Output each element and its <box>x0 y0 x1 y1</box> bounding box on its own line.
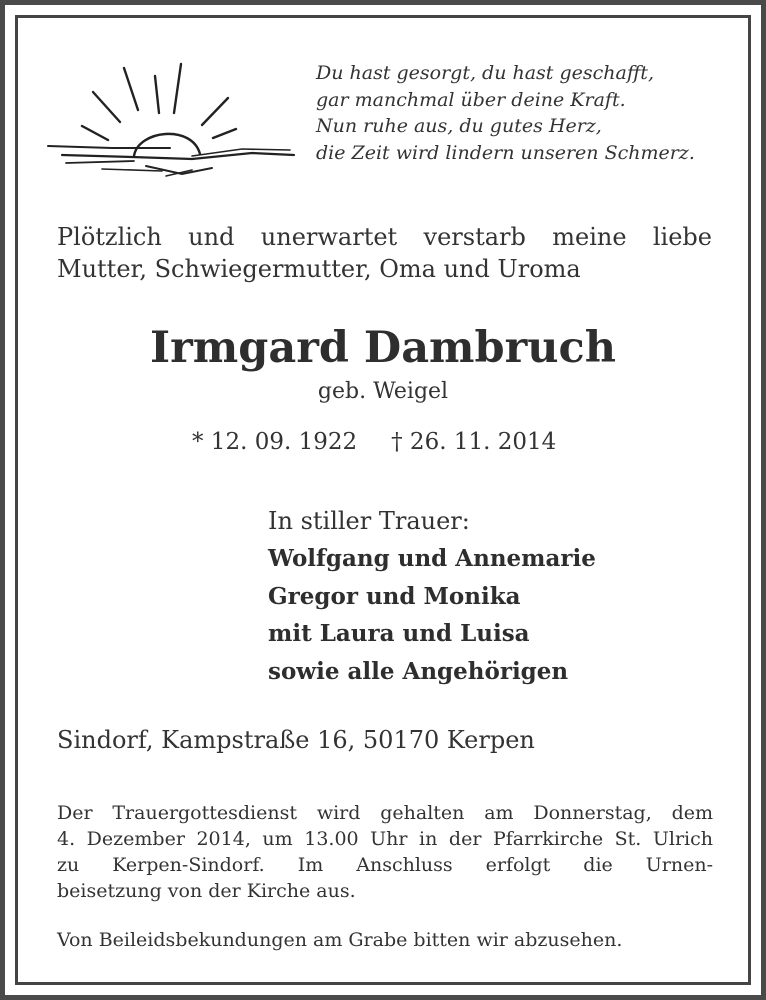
mourners-heading: In stiller Trauer: <box>268 507 470 535</box>
service-line: Der Trauergottesdienst wird gehalten am Donnerstag, dem <box>57 802 713 824</box>
service-info <box>57 800 713 904</box>
poem-line: Nun ruhe aus, du gutes Herz, <box>316 115 602 137</box>
birth-name: geb. Weigel <box>317 379 449 404</box>
intro-line: Plötzlich und unerwartet verstarb meine liebe <box>57 223 712 251</box>
closing-note: Von Beileidsbekundungen am Grabe bitten wir abzusehen. <box>57 929 623 951</box>
sunset-icon <box>42 58 302 188</box>
service-line: 4. Dezember 2014, um 13.00 Uhr in der Pfarrkirche St. Ulrich <box>57 828 713 850</box>
address: Sindorf, Kampstraße 16, 50170 Kerpen <box>57 726 535 754</box>
death-date: † 26. 11. 2014 <box>391 429 557 455</box>
mourner-line: Wolfgang und Annemarie <box>268 545 596 572</box>
poem-line: gar manchmal über deine Kraft. <box>316 88 626 111</box>
service-line: zu Kerpen-Sindorf. Im Anschluss erfolgt die Urnen- <box>57 854 713 876</box>
mourner-line: Gregor und Monika <box>268 582 521 610</box>
mourner-line: mit Laura und Luisa <box>268 620 530 647</box>
intro-text <box>57 221 712 285</box>
poem-line: die Zeit wird lindern unseren Schmerz. <box>316 141 695 164</box>
birth-date: * 12. 09. 1922 <box>192 429 358 455</box>
mourner-line: sowie alle Angehörigen <box>268 657 569 685</box>
life-dates <box>192 425 556 459</box>
deceased-name: Irmgard Dambruch <box>150 323 616 373</box>
mourners-list <box>268 540 596 690</box>
service-line: beisetzung von der Kirche aus. <box>57 880 356 902</box>
intro-line: Mutter, Schwiegermutter, Oma und Uroma <box>57 255 581 283</box>
poem <box>316 60 695 166</box>
poem-line: Du hast gesorgt, du hast geschafft, <box>316 62 654 84</box>
